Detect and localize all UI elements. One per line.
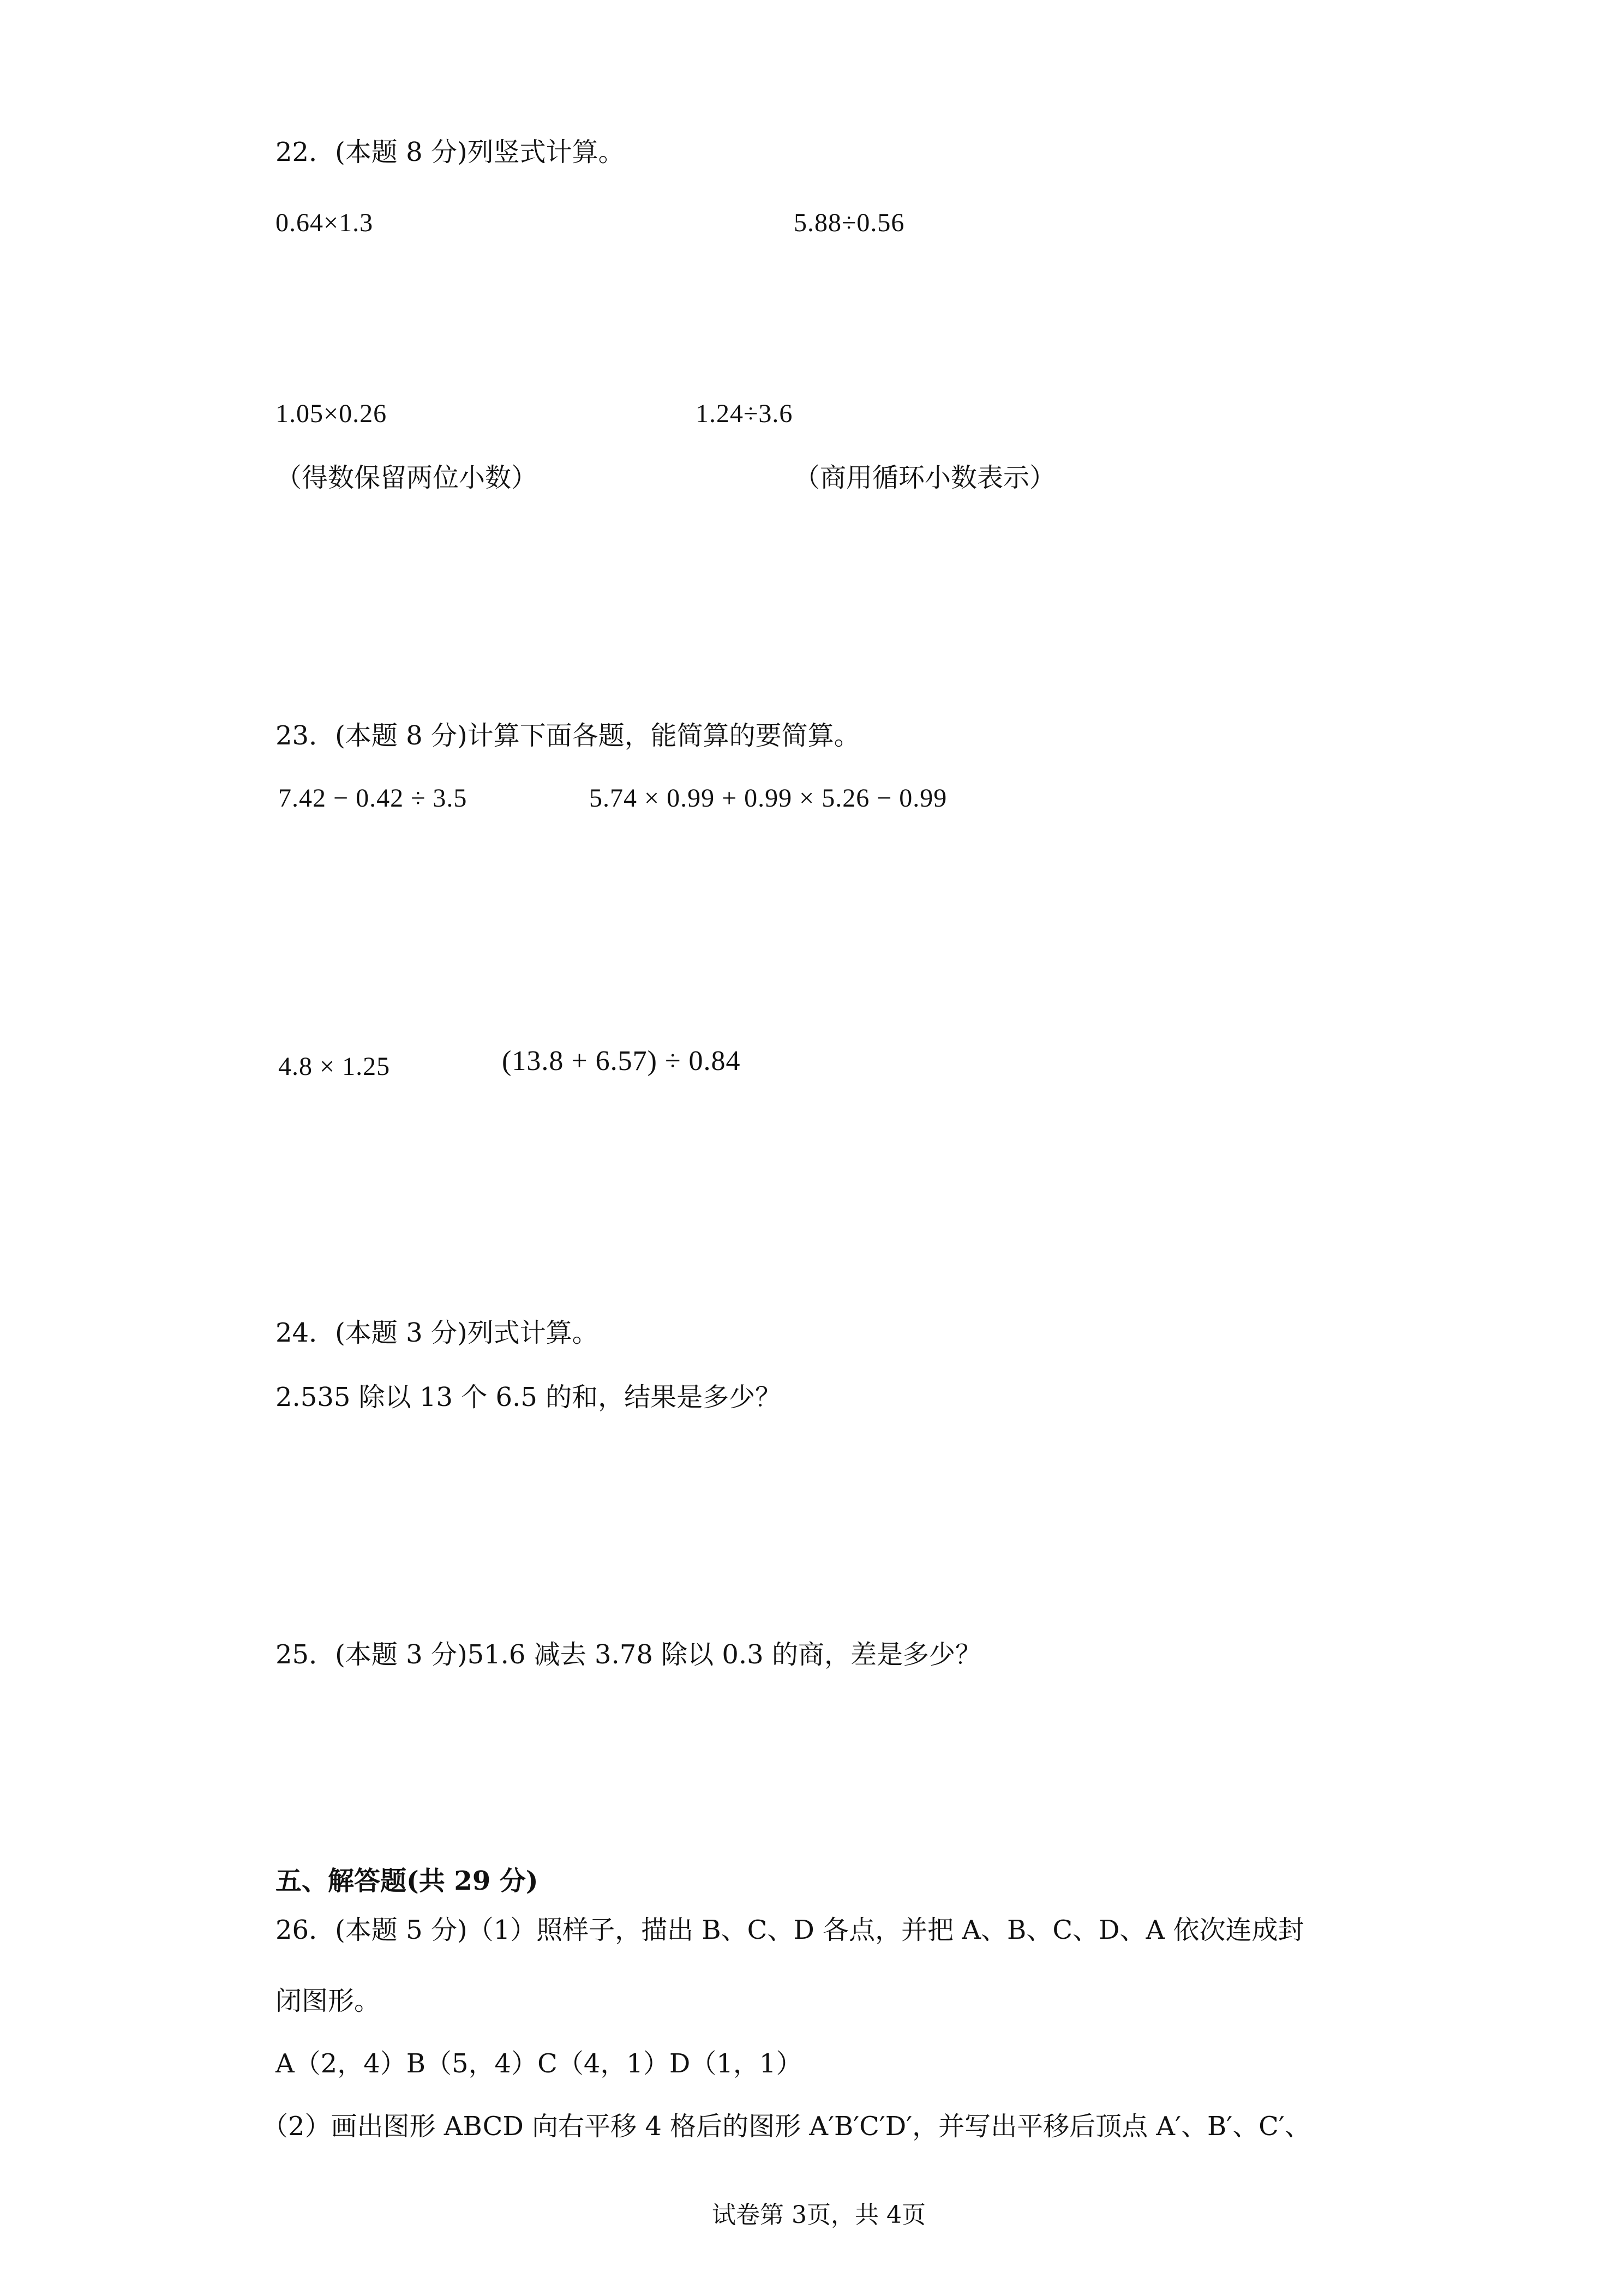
- q23-title: 23．(本题 8 分)计算下面各题，能简算的要简算。: [275, 720, 860, 751]
- q22-expr-2: 5.88÷0.56: [794, 208, 905, 237]
- q23-expr-4: (13.8 + 6.57) ÷ 0.84: [502, 1045, 741, 1077]
- q25-title: 25．(本题 3 分)51.6 减去 3.78 除以 0.3 的商，差是多少？: [275, 1639, 981, 1670]
- q22-expr-3: 1.05×0.26: [275, 399, 387, 428]
- q22-note-1: （得数保留两位小数）: [275, 462, 538, 493]
- q22-title: 22．(本题 8 分)列竖式计算。: [275, 137, 625, 167]
- q24-text: 2.535 除以 13 个 6.5 的和，结果是多少？: [275, 1382, 782, 1413]
- q22-note-2: （商用循环小数表示）: [794, 462, 1056, 493]
- q26-line-2: 闭图形。: [275, 1986, 381, 2016]
- q22-expr-4: 1.24÷3.6: [696, 399, 793, 428]
- q22-expr-1: 0.64×1.3: [275, 208, 374, 237]
- q26-coordinates: A（2，4）B（5，4）C（4，1）D（1，1）: [275, 2048, 802, 2079]
- q24-title: 24．(本题 3 分)列式计算。: [275, 1318, 598, 1348]
- page-footer: 试卷第 3页，共 4页: [712, 2201, 926, 2229]
- q23-expr-1: 7.42 − 0.42 ÷ 3.5: [278, 784, 468, 813]
- q23-expr-2: 5.74 × 0.99 + 0.99 × 5.26 − 0.99: [589, 784, 948, 813]
- section-heading: 五、解答题(共 29 分): [275, 1866, 538, 1896]
- q26-line-1: 26．(本题 5 分)（1）照样子，描出 B、C、D 各点，并把 A、B、C、D、A 依次连成封: [275, 1915, 1304, 1945]
- q23-expr-3: 4.8 × 1.25: [278, 1052, 391, 1081]
- q26-line-4: （2）画出图形 ABCD 向右平移 4 格后的图形 A′B′C′D′，并写出平移后顶点 A′、B′、C′、: [262, 2111, 1311, 2142]
